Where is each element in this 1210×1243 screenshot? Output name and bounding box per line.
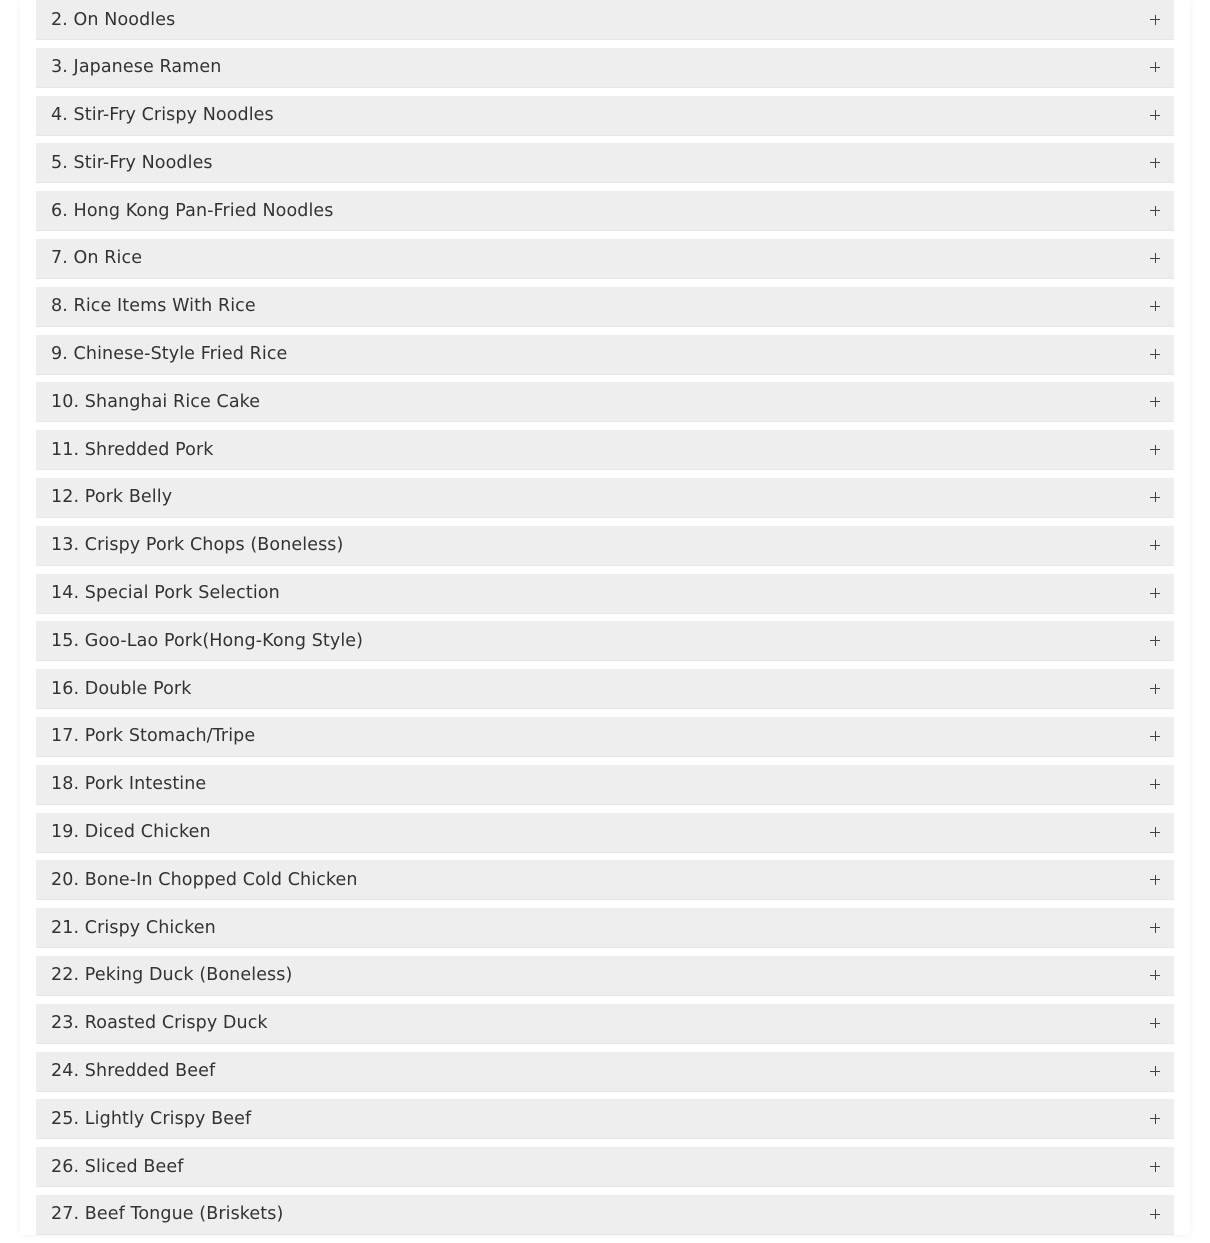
accordion-item-label: 21. Crispy Chicken xyxy=(51,917,216,938)
accordion-item-bone-in-chopped-cold-chicken[interactable] xyxy=(36,860,1174,900)
accordion-item-crispy-pork-chops[interactable] xyxy=(36,526,1174,566)
plus-icon[interactable] xyxy=(1150,970,1160,980)
accordion-item-shredded-beef[interactable] xyxy=(36,1052,1174,1092)
plus-icon[interactable] xyxy=(1150,492,1160,502)
accordion-item-label: 4. Stir-Fry Crispy Noodles xyxy=(51,105,274,126)
plus-icon[interactable] xyxy=(1150,301,1160,311)
accordion-item-pork-intestine[interactable] xyxy=(36,765,1174,805)
plus-icon[interactable] xyxy=(1150,397,1160,407)
accordion-item-peking-duck[interactable] xyxy=(36,956,1174,996)
plus-icon[interactable] xyxy=(1150,923,1160,933)
accordion-item-label: 18. Pork Intestine xyxy=(51,774,207,795)
accordion-item-label: 17. Pork Stomach/Tripe xyxy=(51,726,256,747)
accordion-item-label: 7. On Rice xyxy=(51,248,143,269)
accordion-item-label: 12. Pork Belly xyxy=(51,487,173,508)
accordion-item-label: 15. Goo-Lao Pork(Hong-Kong Style) xyxy=(51,630,364,651)
accordion-item-label: 19. Diced Chicken xyxy=(51,822,211,843)
accordion-item-label: 25. Lightly Crispy Beef xyxy=(51,1108,252,1129)
accordion-item-label: 26. Sliced Beef xyxy=(51,1156,184,1177)
plus-icon[interactable] xyxy=(1150,875,1160,885)
accordion-item-japanese-ramen[interactable] xyxy=(36,48,1174,88)
accordion-item-lightly-crispy-beef[interactable] xyxy=(36,1099,1174,1139)
accordion-item-label: 11. Shredded Pork xyxy=(51,439,214,460)
accordion-item-label: 20. Bone-In Chopped Cold Chicken xyxy=(51,869,358,890)
accordion-item-label: 10. Shanghai Rice Cake xyxy=(51,391,261,412)
accordion-item-label: 22. Peking Duck (Boneless) xyxy=(51,965,293,986)
plus-icon[interactable] xyxy=(1150,588,1160,598)
accordion-item-crispy-chicken[interactable] xyxy=(36,908,1174,948)
plus-icon[interactable] xyxy=(1150,1066,1160,1076)
plus-icon[interactable] xyxy=(1150,827,1160,837)
accordion-item-hong-kong-pan-fried-noodles[interactable] xyxy=(36,191,1174,231)
plus-icon[interactable] xyxy=(1150,206,1160,216)
accordion-item-label: 8. Rice Items With Rice xyxy=(51,296,256,317)
accordion-item-label: 2. On Noodles xyxy=(51,9,176,30)
plus-icon[interactable] xyxy=(1150,62,1160,72)
plus-icon[interactable] xyxy=(1150,1018,1160,1028)
accordion-item-label: 9. Chinese-Style Fried Rice xyxy=(51,344,288,365)
accordion-item-goo-lao-pork[interactable] xyxy=(36,621,1174,661)
accordion-item-label: 23. Roasted Crispy Duck xyxy=(51,1013,268,1034)
plus-icon[interactable] xyxy=(1150,540,1160,550)
plus-icon[interactable] xyxy=(1150,636,1160,646)
accordion-item-label: 3. Japanese Ramen xyxy=(51,57,222,78)
menu-category-accordion xyxy=(36,0,1174,1243)
accordion-item-stir-fry-crispy-noodles[interactable] xyxy=(36,96,1174,136)
plus-icon[interactable] xyxy=(1150,15,1160,25)
plus-icon[interactable] xyxy=(1150,684,1160,694)
accordion-item-pork-stomach-tripe[interactable] xyxy=(36,717,1174,757)
accordion-item-shanghai-rice-cake[interactable] xyxy=(36,382,1174,422)
plus-icon[interactable] xyxy=(1150,1209,1160,1219)
accordion-item-chinese-style-fried-rice[interactable] xyxy=(36,335,1174,375)
accordion-item-label: 5. Stir-Fry Noodles xyxy=(51,152,213,173)
accordion-item-special-pork-selection[interactable] xyxy=(36,574,1174,614)
plus-icon[interactable] xyxy=(1150,349,1160,359)
accordion-item-on-noodles[interactable] xyxy=(36,0,1174,40)
accordion-item-label: 16. Double Pork xyxy=(51,678,192,699)
plus-icon[interactable] xyxy=(1150,158,1160,168)
accordion-item-label: 14. Special Pork Selection xyxy=(51,583,280,604)
plus-icon[interactable] xyxy=(1150,1162,1160,1172)
accordion-item-shredded-pork[interactable] xyxy=(36,430,1174,470)
accordion-item-beef-tongue[interactable] xyxy=(36,1195,1174,1235)
plus-icon[interactable] xyxy=(1150,731,1160,741)
accordion-item-label: 13. Crispy Pork Chops (Boneless) xyxy=(51,535,344,556)
plus-icon[interactable] xyxy=(1150,779,1160,789)
accordion-item-rice-items-with-rice[interactable] xyxy=(36,287,1174,327)
accordion-item-double-pork[interactable] xyxy=(36,669,1174,709)
accordion-item-roasted-crispy-duck[interactable] xyxy=(36,1004,1174,1044)
plus-icon[interactable] xyxy=(1150,110,1160,120)
accordion-item-diced-chicken[interactable] xyxy=(36,813,1174,853)
accordion-item-on-rice[interactable] xyxy=(36,239,1174,279)
accordion-item-label: 27. Beef Tongue (Briskets) xyxy=(51,1204,284,1225)
accordion-item-label: 24. Shredded Beef xyxy=(51,1061,216,1082)
plus-icon[interactable] xyxy=(1150,445,1160,455)
accordion-item-sliced-beef[interactable] xyxy=(36,1147,1174,1187)
plus-icon[interactable] xyxy=(1150,1114,1160,1124)
accordion-item-pork-belly[interactable] xyxy=(36,478,1174,518)
accordion-item-label: 6. Hong Kong Pan-Fried Noodles xyxy=(51,200,334,221)
accordion-item-stir-fry-noodles[interactable] xyxy=(36,143,1174,183)
plus-icon[interactable] xyxy=(1150,253,1160,263)
